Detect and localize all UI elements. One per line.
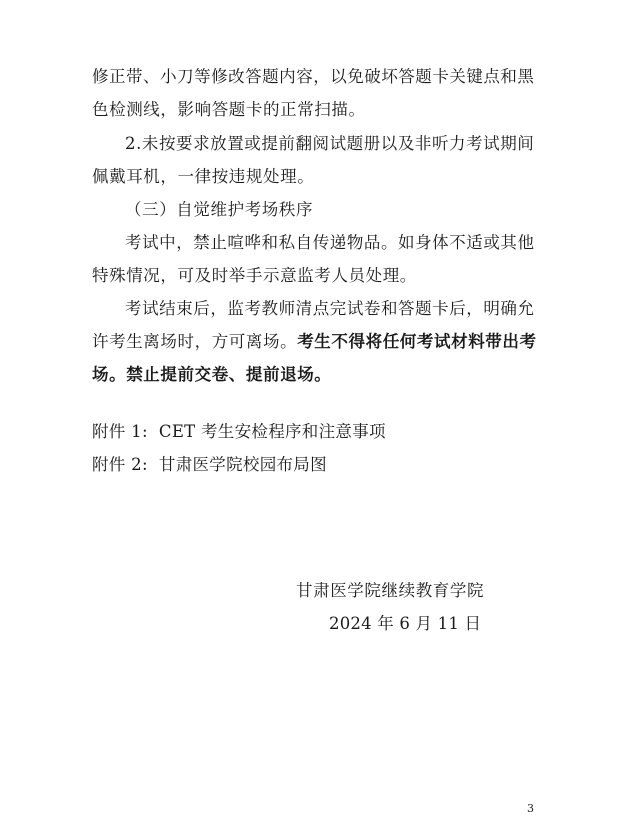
body-paragraph-line — [125, 233, 534, 253]
signature-organization — [296, 581, 484, 601]
body-paragraph-line — [92, 100, 366, 120]
justified-line-text: 2 . 未 按 要 求 放 置 或 提 前 翻 阅 试 题 册 以 及 非 听 力 考 试 期 间 — [125, 134, 534, 153]
body-text: 许考生离场时，方可离场。 — [92, 332, 298, 351]
body-paragraph-line — [125, 299, 534, 319]
body-paragraph-line — [92, 332, 537, 352]
justified-line-text: 考 试 中 ， 禁 止 喧 哗 和 私 自 传 递 物 品 。 如 身 体 不 适 或 其 他 — [125, 233, 534, 252]
emphasis-text: 场。禁止提前交卷、提前退场。 — [92, 365, 332, 384]
attachment-item — [92, 422, 386, 442]
signature-date — [329, 614, 481, 634]
body-paragraph-line — [92, 365, 331, 385]
section-heading-text: （三）自觉维护考场秩序 — [125, 200, 314, 219]
organization-text: 甘肃医学院继续教育学院 — [296, 581, 485, 600]
body-paragraph-line — [92, 67, 534, 87]
body-text: 特殊情况，可及时举手示意监考人员处理。 — [92, 266, 417, 285]
body-paragraph-line — [92, 266, 417, 286]
page-number: 3 — [527, 802, 534, 815]
body-paragraph-line — [92, 167, 314, 187]
date-text: 2024 年 6 月 11 日 — [329, 614, 482, 633]
attachment-item — [92, 455, 327, 475]
attachment-text: 附件 1: CET 考生安检程序和注意事项 — [92, 422, 386, 441]
emphasis-text: 考生不得将任何考试材料带出考 — [297, 332, 537, 351]
body-text: 佩戴耳机，一律按违规处理。 — [92, 167, 315, 186]
justified-line-text: 修 正 带 、 小 刀 等 修 改 答 题 内 容 ， 以 免 破 坏 答 题 卡 关 键 点 和 黑 — [92, 67, 534, 86]
justified-line-text: 考 试 结 束 后 ， 监 考 教 师 清 点 完 试 卷 和 答 题 卡 后 ， 明 确 允 — [125, 299, 534, 318]
body-text: 色检测线，影响答题卡的正常扫描。 — [92, 100, 366, 119]
body-paragraph-line — [125, 134, 534, 154]
section-heading — [125, 200, 313, 220]
attachment-text: 附件 2: 甘肃医学院校园布局图 — [92, 455, 327, 474]
